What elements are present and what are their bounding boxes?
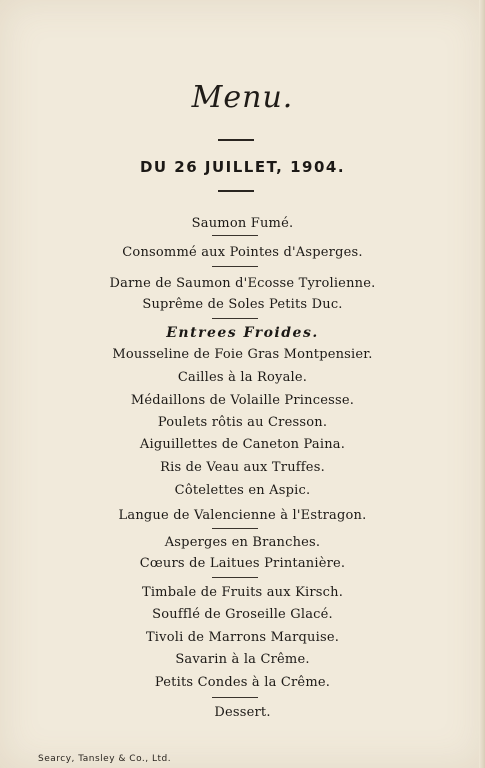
course-divider [212,235,258,236]
menu-item: Langue de Valencienne à l'Estragon. [118,508,367,523]
menu-item: Timbale de Fruits aux Kirsch. [141,585,344,600]
menu-item: Médaillons de Volaille Princesse. [130,393,355,408]
menu-item: Côtelettes en Aspic. [174,483,311,498]
menu-item: Saumon Fumé. [191,216,294,231]
date-divider [218,190,254,192]
menu-item: Suprême de Soles Petits Duc. [142,297,343,312]
menu-title: Menu. [191,80,294,115]
menu-item: Cailles à la Royale. [177,370,308,385]
course-divider [212,266,258,267]
menu-item: Dessert. [214,705,271,720]
menu-item: Ris de Veau aux Truffes. [160,460,325,475]
printer-credit: Searcy, Tansley & Co., Ltd. [38,754,172,764]
title-divider [218,139,254,141]
course-divider [212,528,258,529]
menu-item: Cœurs de Laitues Printanière. [139,556,346,571]
section-heading: Entrees Froides. [166,325,319,341]
menu-item: Darne de Saumon d'Ecosse Tyrolienne. [109,276,376,291]
menu-item: Mousseline de Foie Gras Montpensier. [112,347,373,362]
menu-item: Soufflé de Groseille Glacé. [152,607,333,622]
course-divider [212,697,258,698]
menu-item: Consommé aux Pointes d'Asperges. [122,245,363,260]
menu-item: Tivoli de Marrons Marquise. [145,630,340,645]
menu-item: Poulets rôtis au Cresson. [157,415,328,430]
course-divider [212,318,258,319]
menu-item: Savarin à la Crême. [175,652,310,667]
menu-item: Asperges en Branches. [164,535,321,550]
menu-item: Aiguillettes de Caneton Paina. [139,437,346,452]
course-divider [212,577,258,578]
menu-item: Petits Condes à la Crême. [154,675,331,690]
menu-date: DU 26 JUILLET, 1904. [139,158,346,176]
